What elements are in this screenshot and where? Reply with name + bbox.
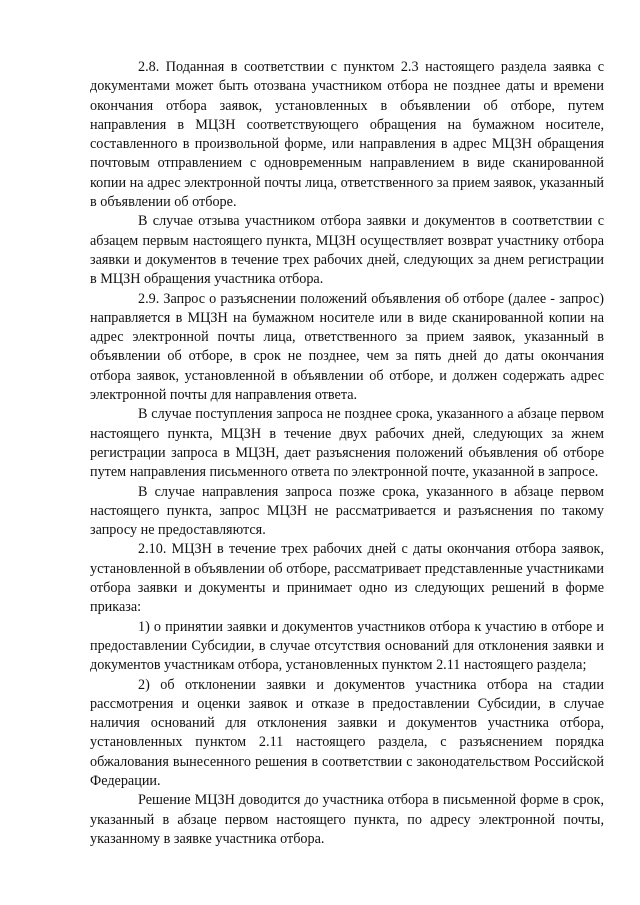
- paragraph-request-in-time: В случае поступления запроса не позднее срока, указанного а абзаце первом настоящего пункта, МЦЗН в течение двух рабочих дней, следующих за жнем регистрации запроса в МЦЗН, дает разъяснения положений объявления об отборе путем направления письменного ответа по электронной почте, указанной в запросе.: [90, 406, 604, 481]
- paragraph-2-9: 2.9. Запрос о разъяснении положений объявления об отборе (далее - запрос) направляется в МЦЗН на бумажном носителе или в виде сканированной копии на адрес электронной почты лица, ответственного за прием заявок, указанный в объявлении об отборе, в срок не позднее, чем за пять дней до даты окончания отбора заявок, установленной в объявлении об отборе, и должен содержать адрес электронной почты для направления ответа.: [90, 290, 604, 404]
- paragraph-request-late: В случае направления запроса позже срока, указанного в абзаце первом настоящего пункта, запрос МЦЗН не рассматривается и разъяснения по такому запросу не предоставляются.: [90, 483, 604, 539]
- paragraph-2-8: 2.8. Поданная в соответствии с пунктом 2.3 настоящего раздела заявка с документами может быть отозвана участником отбора не позднее даты и времени окончания отбора заявок, установленных в объявлении об отборе, путем направления в МЦЗН соответствующего обращения на бумажном носителе, составленного в произвольной форме, или направления в адрес МЦЗН обращения почтовым отправлением с одновременным направлением в виде сканированной копии на адрес электронной почты лица, ответственного за прием заявок, указанный в объявлении об отборе.: [90, 59, 604, 211]
- paragraph-decision-notice: Решение МЦЗН доводится до участника отбора в письменной форме в срок, указанный в абзаце первом настоящего пункта, по адресу электронной почты, указанному в заявке участника отбора.: [90, 792, 604, 847]
- paragraph-2-10: 2.10. МЦЗН в течение трех рабочих дней с даты окончания отбора заявок, установленной в объявлении об отборе, рассматривает представленные участниками отбора заявки и документы и принимает одно из следующих решений в форме приказа:: [90, 541, 604, 616]
- paragraph-decision-1: 1) о принятии заявки и документов участников отбора к участию в отборе и предоставлении Субсидии, в случае отсутствия оснований для отклонения заявки и документов участникам отбора, установленных пунктом 2.11 настоящего раздела;: [90, 618, 604, 674]
- paragraph-withdrawal-return: В случае отзыва участником отбора заявки и документов в соответствии с абзацем первым настоящего пункта, МЦЗН осуществляет возврат участнику отбора заявки и документов в течение трех рабочих дней, следующих за днем регистрации в МЦЗН обращения участника отбора.: [90, 213, 604, 288]
- paragraph-decision-2: 2) об отклонении заявки и документов участника отбора на стадии рассмотрения и оценки заявок и отказе в предоставлении Субсидии, в случае наличия оснований для отклонения заявки и документов участника отбора, установленных пунктом 2.11 настоящего раздела, с разъяснением порядка обжалования вынесенного решения в соответствии с законодательством Российской Федерации.: [90, 676, 604, 789]
